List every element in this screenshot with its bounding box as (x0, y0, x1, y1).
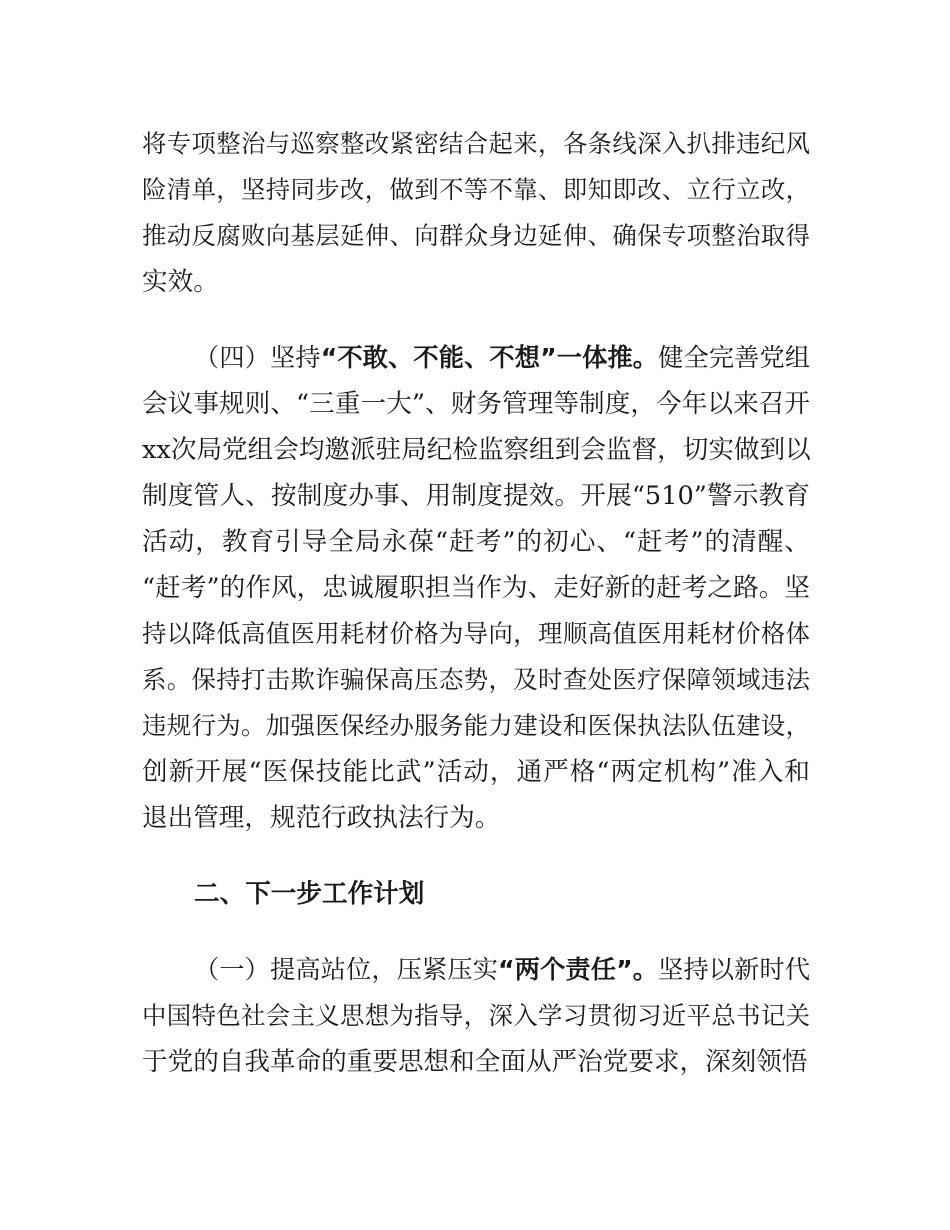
paragraph-2-line-5: “赶考”的作风，忠诚履职担当作为、走好新的赶考之路。坚 (142, 573, 810, 603)
paragraph-3-lead-rest: 坚持以新时代 (658, 955, 811, 984)
paragraph-2-line-6: 持以降低高值医用耗材价格为导向，理顺高值医用耗材价格体 (142, 619, 810, 648)
paragraph-1-line-4: 实效。 (142, 267, 219, 297)
paragraph-2-line-2: xx次局党组会均邀派驻局纪检监察组到会监督，切实做到以 (142, 435, 811, 465)
paragraph-2-lead-bold: “不敢、不能、不想”一体推。 (320, 343, 659, 372)
paragraph-2-lead-line (194, 338, 810, 378)
paragraph-2-lead-rest: 健全完善党组 (658, 343, 811, 372)
paragraph-3-line-1: 中国特色社会主义思想为指导，深入学习贯彻习近平总书记关 (142, 1001, 810, 1030)
section-heading: 二、下一步工作计划 (194, 879, 425, 909)
paragraph-1-line-3: 推动反腐败向基层延伸、向群众身边延伸、确保专项整治取得 (142, 221, 810, 250)
paragraph-2-lead-prefix: （四）坚持 (194, 343, 321, 372)
paragraph-2-line-1: 会议事规则、“三重一大”、财务管理等制度，今年以来召开 (142, 389, 810, 419)
paragraph-2-line-7: 系。保持打击欺诈骗保高压态势，及时查处医疗保障领域违法 (142, 665, 810, 694)
paragraph-2-line-10: 退出管理，规范行政执法行为。 (142, 803, 501, 833)
paragraph-2-line-8: 违规行为。加强医保经办服务能力建设和医保执法队伍建设， (142, 711, 810, 740)
paragraph-3-lead-prefix: （一）提高站位，压紧压实 (194, 955, 499, 984)
paragraph-2-line-9: 创新开展“医保技能比武”活动，通严格“两定机构”准入和 (142, 757, 810, 787)
paragraph-1-line-1: 将专项整治与巡察整改紧密结合起来，各条线深入扒排违纪风 (142, 129, 810, 158)
paragraph-3-line-2: 于党的自我革命的重要思想和全面从严治党要求，深刻领悟 (142, 1047, 808, 1077)
paragraph-2-line-3: 制度管人、按制度办事、用制度提效。开展“510”警示教育 (142, 481, 810, 511)
paragraph-2-line-4: 活动，教育引导全局永葆“赶考”的初心、“赶考”的清醒、 (142, 527, 810, 557)
paragraph-3-lead-line (194, 950, 810, 990)
paragraph-3-lead-bold: “两个责任”。 (498, 955, 659, 984)
paragraph-1-line-2: 险清单，坚持同步改，做到不等不靠、即知即改、立行立改， (142, 175, 810, 204)
